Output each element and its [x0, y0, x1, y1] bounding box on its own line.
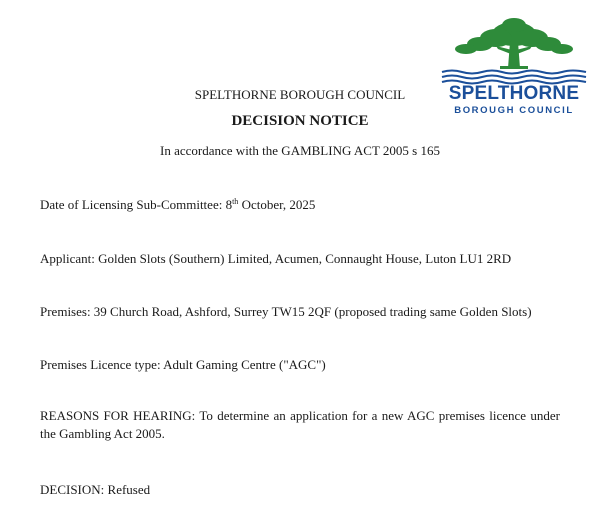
- applicant-field: Applicant: Golden Slots (Southern) Limited, Acumen, Connaught House, Luton LU1 2RD: [40, 251, 512, 266]
- logo-subtitle: BOROUGH COUNCIL: [454, 105, 574, 116]
- act-reference: In accordance with the GAMBLING ACT 2005 s 165: [160, 143, 440, 158]
- date-day: 8: [225, 197, 233, 212]
- date-suffix: th: [232, 197, 239, 206]
- reasons-for-hearing: REASONS FOR HEARING: To determine an application for a new AGC premises licence under the Gambling Act 2005.: [40, 408, 560, 441]
- premises-field: Premises: 39 Church Road, Ashford, Surrey TW15 2QF (proposed trading same Golden Slots): [40, 304, 532, 319]
- committee-date: [40, 196, 560, 214]
- decision-field: DECISION: Refused: [40, 482, 151, 497]
- council-name: SPELTHORNE BOROUGH COUNCIL: [194, 87, 406, 102]
- logo-wordmark: SPELTHORNE: [448, 83, 580, 104]
- date-rest: October, 2025: [241, 197, 316, 212]
- tree-icon: [440, 16, 588, 86]
- licence-type-field: Premises Licence type: Adult Gaming Centre ("AGC"): [40, 357, 326, 372]
- date-label: Date of Licensing Sub-Committee:: [40, 197, 223, 212]
- page-title: DECISION NOTICE: [231, 113, 369, 129]
